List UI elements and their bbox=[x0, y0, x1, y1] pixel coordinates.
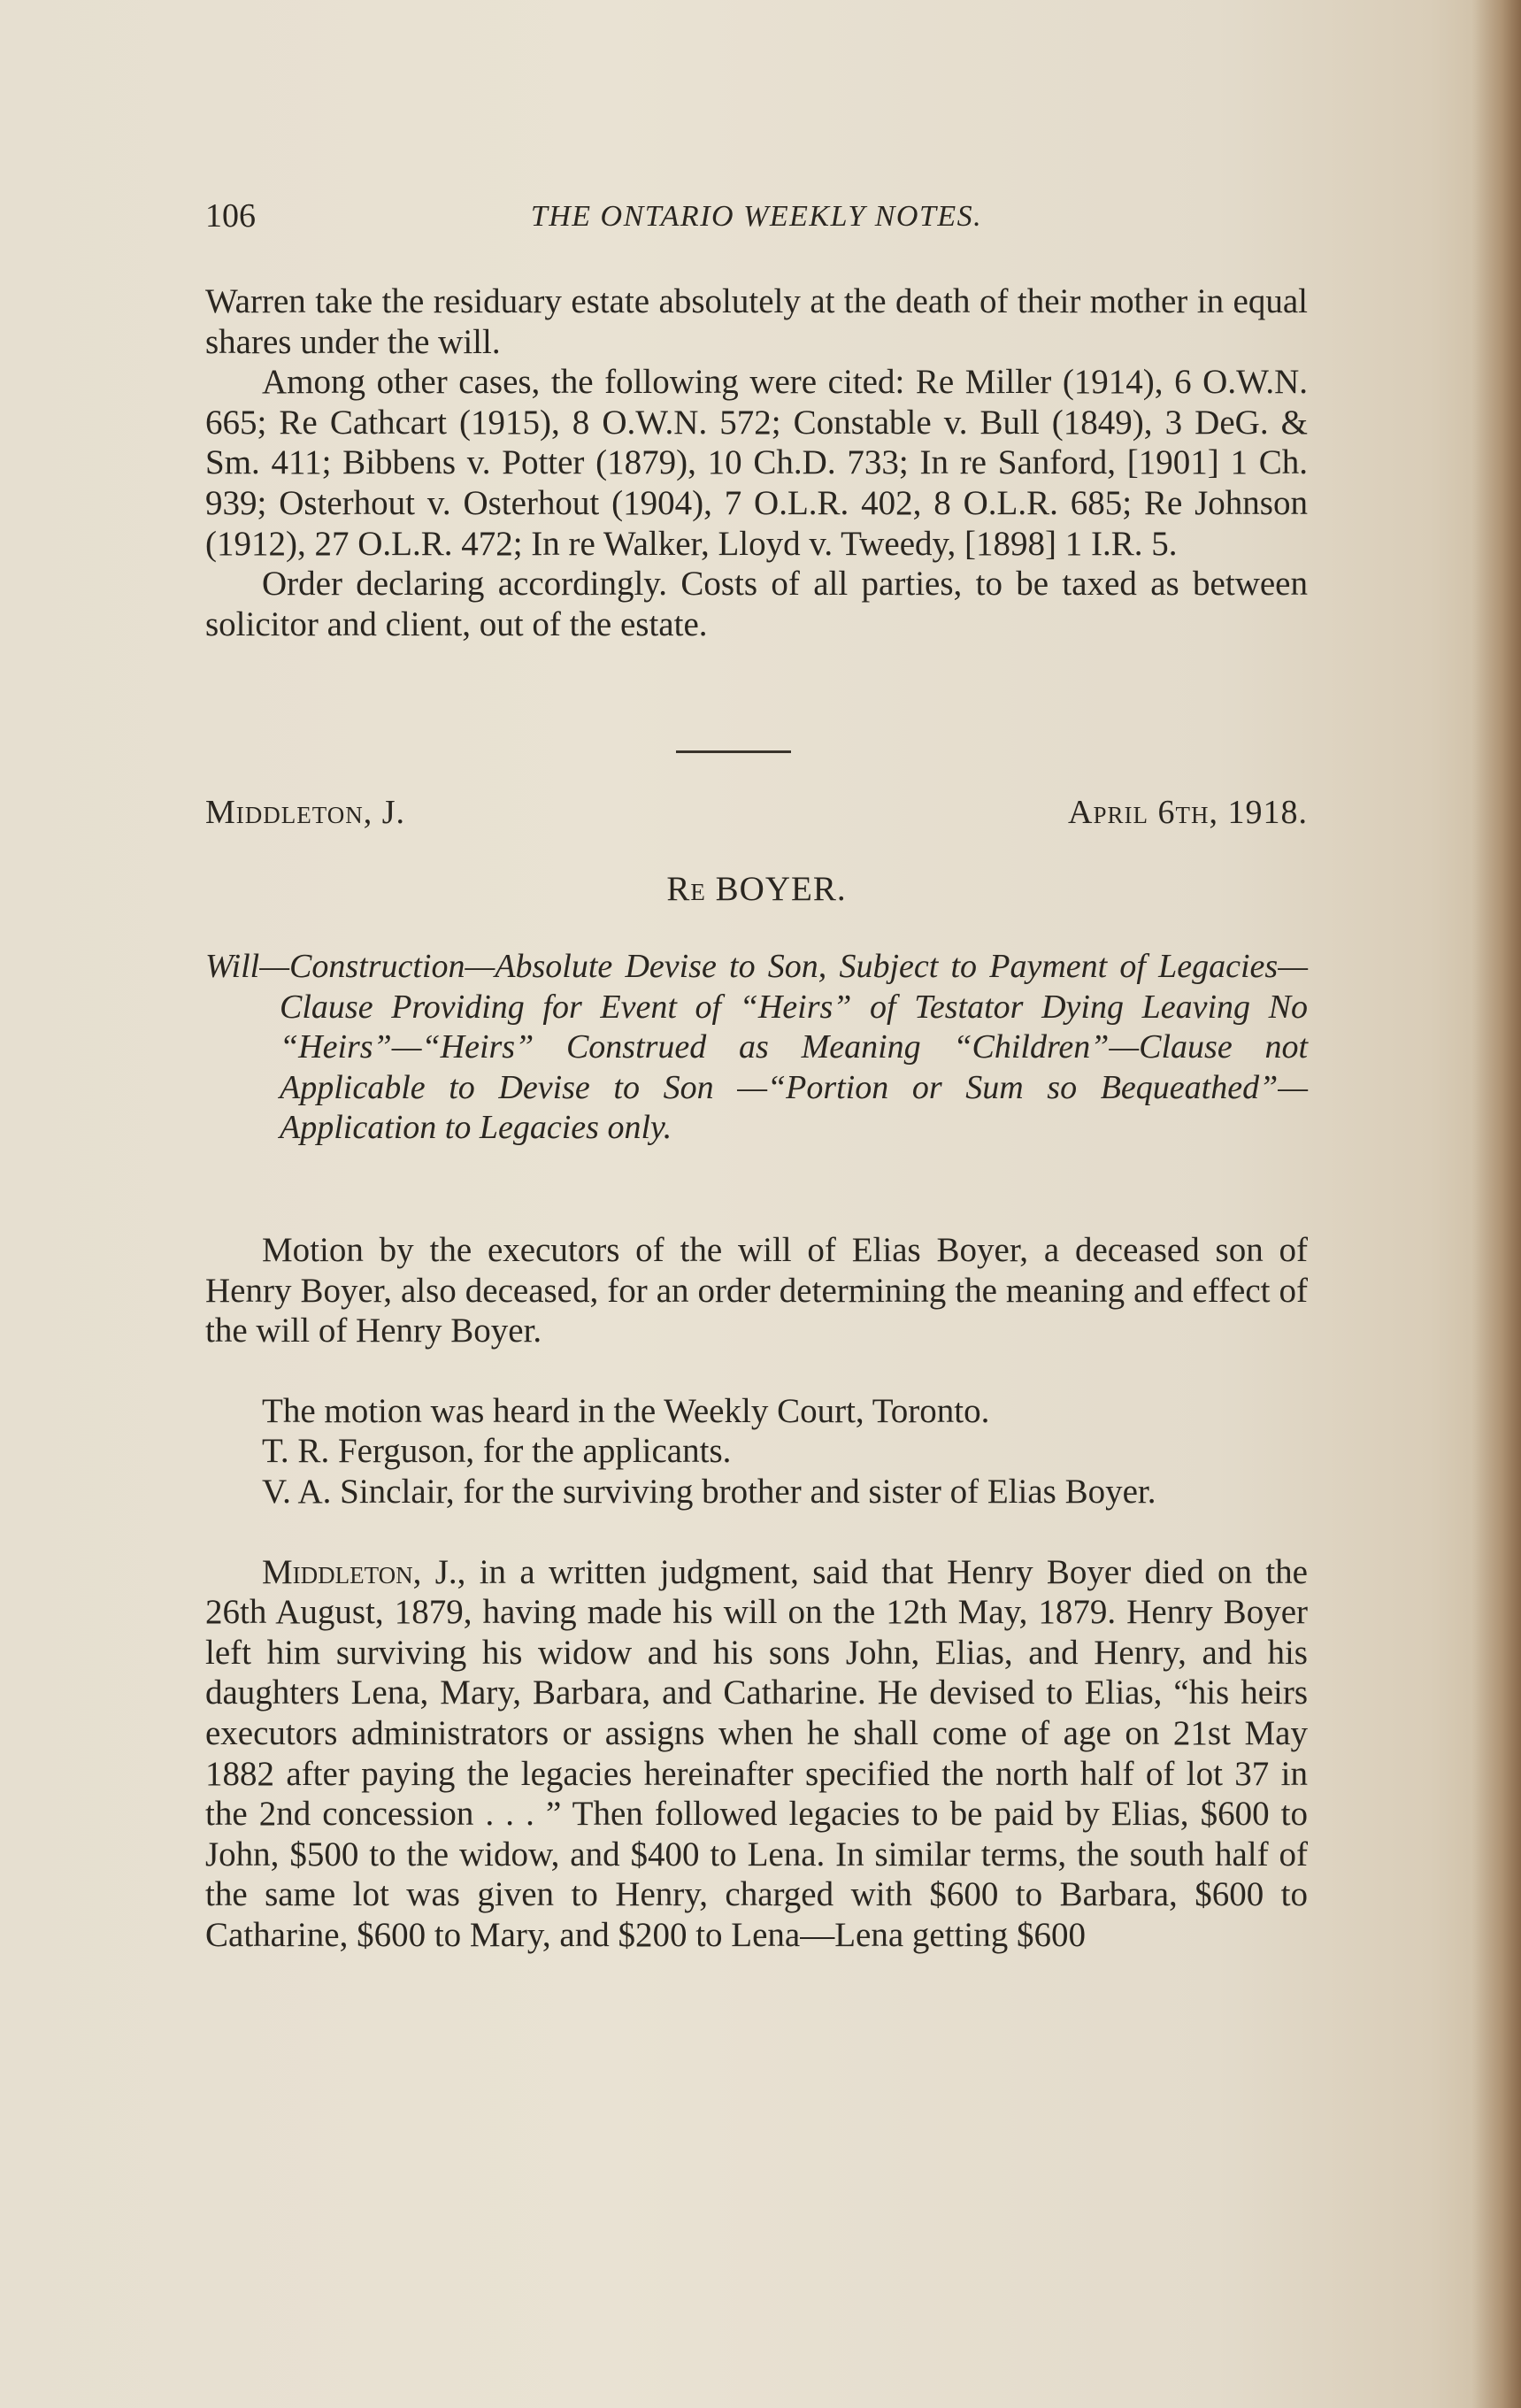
paragraph-judgment bbox=[205, 1552, 1308, 1956]
page-number: 106 bbox=[205, 197, 256, 235]
case-title bbox=[205, 869, 1308, 909]
case-title-name: BOYER. bbox=[705, 870, 847, 908]
paragraph-counsel-respondents: V. A. Sinclair, for the surviving brother and sister of Elias Boyer. bbox=[262, 1472, 1156, 1511]
case-title-prefix: Re bbox=[666, 870, 706, 908]
section-divider bbox=[676, 750, 791, 753]
running-title: THE ONTARIO WEEKLY NOTES. bbox=[530, 200, 983, 233]
page-edge-shadow bbox=[1472, 0, 1521, 2408]
paragraph-heard: The motion was heard in the Weekly Court, Toronto. bbox=[262, 1391, 990, 1430]
page-header bbox=[205, 196, 1308, 246]
paragraph-gap bbox=[205, 1512, 1308, 1552]
case-body bbox=[205, 1230, 1308, 1956]
judgment-text: , J., in a written judgment, said that Henry Boyer died on the 26th August, 1879, having made his will on the 12th May, 1879. Henry Boyer left him surviving his widow and his sons John, Elias, and Henry, and his daughters Lena, Mary, Barbara, and Catharine. He devised to Elias, “his heirs executors administrators or assigns when he shall come of age on 21st May 1882 after paying the legacies hereinafter specified the north half of lot 37 in the 2nd concession . . . ” Then followed legacies to be paid by Elias, $600 to John, $500 to the widow, and $400 to Lena. In similar terms, the south half of the same lot was given to Henry, charged with $600 to Barbara, $600 to Catharine, $600 to Mary, and $200 to Lena—Lena getting $600 bbox=[205, 1552, 1308, 1954]
paragraph-continued: Warren take the residuary estate absolutely at the death of their mother in equal shares under the will. bbox=[205, 282, 1308, 361]
judge-name: Middleton, J. bbox=[205, 794, 406, 831]
judgment-date: April 6th, 1918. bbox=[1068, 794, 1308, 831]
paragraph-counsel-applicants: T. R. Ferguson, for the applicants. bbox=[262, 1432, 732, 1471]
paragraph-order: Order declaring accordingly. Costs of all parties, to be taxed as between solicitor and client, out of the estate. bbox=[205, 565, 1308, 643]
paragraph-motion: Motion by the executors of the will of Elias Boyer, a deceased son of Henry Boyer, also deceased, for an order determining the meaning and effect of the will of Henry Boyer. bbox=[205, 1231, 1308, 1350]
case-judge-date-line bbox=[205, 793, 1308, 837]
judgment-judge-name: Middleton bbox=[262, 1552, 413, 1591]
paragraph-cited-cases: Among other cases, the following were cited: Re Miller (1914), 6 O.W.N. 665; Re Cathcart (1915), 8 O.W.N. 572; Constable v. Bull (1849), 3 DeG. & Sm. 411; Bibbens v. Potter (1879), 10 Ch.D. 733; In re Sanford, [1901] 1 Ch. 939; Osterhout v. Osterhout (1904), 7 O.L.R. 402, 8 O.L.R. 685; Re Johnson (1912), 27 O.L.R. 472; In re Walker, Lloyd v. Tweedy, [1898] 1 I.R. 5. bbox=[205, 363, 1308, 563]
headnote: Will—Construction—Absolute Devise to Son, Subject to Payment of Legacies—Clause Providing for Event of “Heirs” of Testator Dying Leaving No “Heirs”—“Heirs” Construed as Meaning “Children”—Clause not Applicable to Devise to Son —“Portion or Sum so Bequeathed”—Application to Legacies only. bbox=[205, 948, 1308, 1147]
previous-case-text bbox=[205, 281, 1308, 644]
paragraph-gap bbox=[205, 1351, 1308, 1391]
